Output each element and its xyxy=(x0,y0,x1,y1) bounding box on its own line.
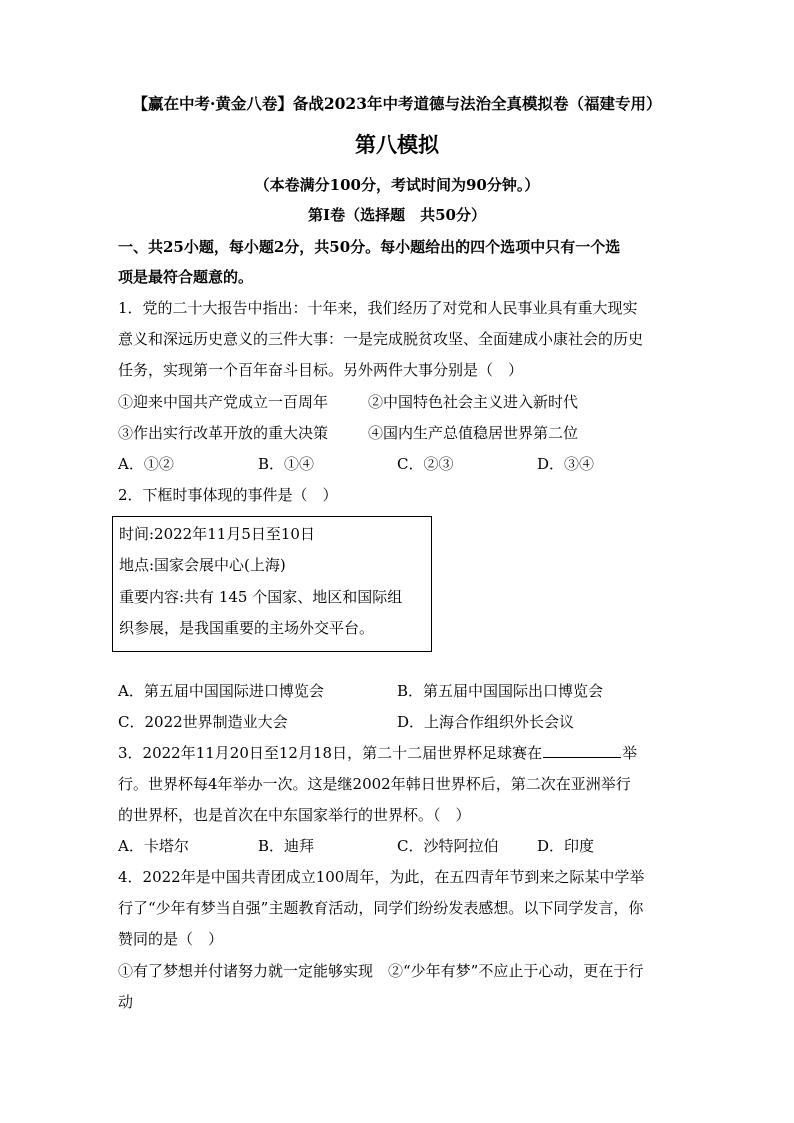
q4-stem-line-3: 赞同的是（ ） xyxy=(118,930,224,948)
q3-stem-after-blank: 举 xyxy=(622,744,638,762)
q4-statement-line: ①有了梦想并付诸努力就一定能够实现 ②“少年有梦”不应止于心动，更在于行 xyxy=(118,962,644,980)
q1-option-a: A．①② xyxy=(118,455,174,473)
q4-statement-line-2: 动 xyxy=(118,993,134,1011)
q1-statement-2: ②中国特色社会主义进入新时代 xyxy=(368,393,579,411)
q2-box-content-1: 重要内容:共有 145 个国家、地区和国际组 xyxy=(119,588,403,606)
q3-stem-line-2: 行。世界杯每4年举办一次。这是继2002年韩日世界杯后，第二次在亚洲举行 xyxy=(118,775,631,793)
exam-note: （本卷满分100分，考试时间为90分钟。） xyxy=(254,176,540,194)
q2-box-time: 时间:2022年11月5日至10日 xyxy=(119,525,315,543)
q1-option-b: B．①④ xyxy=(258,455,315,473)
q3-stem-line-3: 的世界杯，也是首次在中东国家举行的世界杯。（ ） xyxy=(118,806,471,824)
q1-statement-3: ③作出实行改革开放的重大决策 xyxy=(118,424,329,442)
q3-stem-before-blank: 3．2022年11月20日至12月18日，第二十二届世界杯足球赛在 xyxy=(118,744,543,762)
exam-title: 【赢在中考·黄金八卷】备战2023年中考道德与法治全真模拟卷（福建专用） xyxy=(132,94,662,113)
q2-news-box xyxy=(112,516,432,652)
instructions-line-2: 项是最符合题意的。 xyxy=(118,268,254,286)
q2-box-place: 地点:国家会展中心(上海) xyxy=(119,556,286,574)
q1-stem-line-3: 任务，实现第一个百年奋斗目标。另外两件大事分别是（ ） xyxy=(118,361,524,379)
q3-option-d: D．印度 xyxy=(537,837,595,855)
section-title: 第I卷（选择题 共50分） xyxy=(308,206,486,224)
q3-answer-blank xyxy=(543,743,621,758)
q1-option-d: D．③④ xyxy=(537,455,595,473)
q1-option-c: C．②③ xyxy=(397,455,454,473)
q1-stem-line-1: 1．党的二十大报告中指出：十年来，我们经历了对党和人民事业具有重大现实 xyxy=(118,299,638,317)
q2-option-d: D．上海合作组织外长会议 xyxy=(397,713,575,731)
q3-option-c: C．沙特阿拉伯 xyxy=(397,837,499,855)
q2-option-b: B．第五届中国国际出口博览会 xyxy=(397,682,604,700)
q3-option-b: B．迪拜 xyxy=(258,837,315,855)
q1-statement-1: ①迎来中国共产党成立一百周年 xyxy=(118,393,329,411)
q1-stem-line-2: 意义和深远历史意义的三件大事：一是完成脱贫攻坚、全面建成小康社会的历史 xyxy=(118,330,644,348)
q4-stem-line-1: 4．2022年是中国共青团成立100周年，为此，在五四青年节到来之际某中学举 xyxy=(118,868,645,886)
q1-statement-4: ④国内生产总值稳居世界第二位 xyxy=(368,424,579,442)
q3-stem-line-1 xyxy=(118,743,637,763)
q2-box-content-2: 织参展，是我国重要的主场外交平台。 xyxy=(119,619,375,637)
paper-title: 第八模拟 xyxy=(355,132,439,157)
q3-option-a: A．卡塔尔 xyxy=(118,837,189,855)
q2-option-a: A．第五届中国国际进口博览会 xyxy=(118,682,324,700)
q4-stem-line-2: 行了“少年有梦当自强”主题教育活动，同学们纷纷发表感想。以下同学发言，你 xyxy=(118,899,644,917)
q2-option-c: C．2022世界制造业大会 xyxy=(118,713,288,731)
q2-stem: 2．下框时事体现的事件是（ ） xyxy=(118,486,338,504)
instructions-line-1: 一、共25小题，每小题2分，共50分。每小题给出的四个选项中只有一个选 xyxy=(118,238,621,256)
